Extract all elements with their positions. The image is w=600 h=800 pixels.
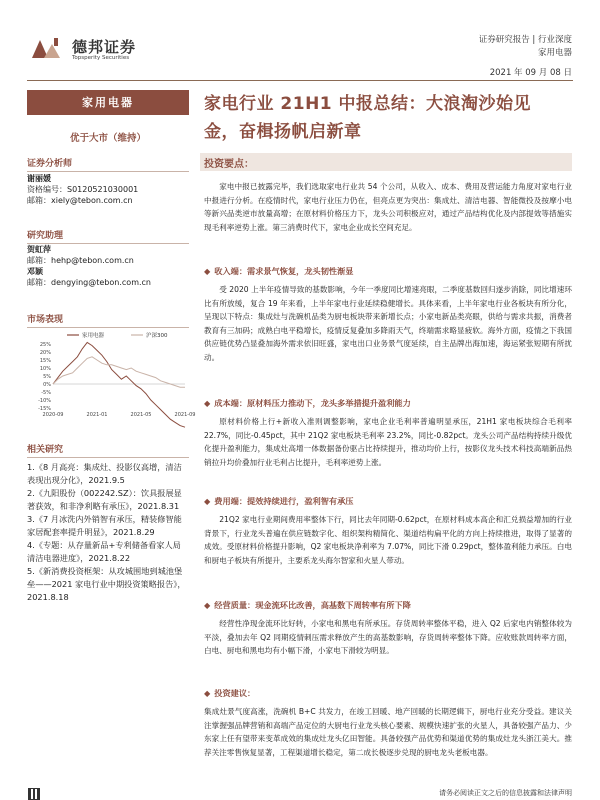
analyst-email[interactable]: 邮箱：xiely@tebon.com.cn	[27, 196, 133, 205]
diamond-icon: ◆	[204, 688, 211, 698]
y-tick-label: 10%	[39, 366, 51, 372]
x-tick-label: 2021-01	[86, 412, 108, 418]
section-heading-text: 收入端：需求景气恢复，龙头韧性渐显	[214, 266, 354, 276]
y-tick-label: 5%	[43, 374, 51, 380]
report-meta	[479, 34, 572, 60]
header-divider	[27, 80, 573, 81]
y-tick-label: 20%	[39, 350, 51, 356]
diamond-icon: ◆	[204, 398, 211, 408]
y-tick-label: -10%	[38, 398, 51, 404]
y-tick-label: 15%	[39, 358, 51, 364]
section-body: 21Q2 家电行业期间费用率整体下行，同比去年同期-0.62pct，在原材料成本高企和汇兑损益增加的行业背景下，行业龙头普遍在供应链数字化、组织架构精简化、渠道结构扁平化的方向上持续推进，取得了显著的成效。受原材料价格提升影响，Q2 家电板块净利率为 7.07%，同比下滑 0.29pct，整体盈利能力承压。白电和厨电子板块有所提升，主要系龙头海尔智家和火星人带动。	[204, 515, 572, 565]
y-tick-label: -15%	[38, 406, 51, 412]
legend-label: 家用电器	[82, 333, 105, 339]
x-tick-label: 2021-09	[174, 412, 196, 418]
brand-name-en: Topsperity Securities	[72, 55, 130, 61]
section-heading-text: 经营质量：现金流环比改善，高基数下周转率有所下降	[214, 600, 411, 610]
report-date: 2021 年 09 月 08 日	[489, 68, 572, 78]
section-heading	[204, 398, 572, 409]
key-points-header	[200, 153, 572, 171]
section-body: 经营性净现金流环比好转，小家电和黑电有所承压。存货周转率整体平稳，进入 Q2 后家电内销整体较为平淡，叠加去年 Q2 同期疫情刺压需求释放产生的高基数影响，存货周转率整体下降。应收账款周转率方面，白电、厨电和黑电均有小幅下滑，小家电下滑较为明显。	[204, 619, 572, 656]
y-tick-label: 25%	[39, 342, 51, 348]
section-heading-text: 投资建议：	[214, 688, 256, 698]
section-body: 原材料价格上行+新收入准则调整影响，家电企业毛利率普遍明显承压，21H1 家电板块综合毛利率 22.7%，同比-0.45pct，其中 21Q2 家电板块毛利率 23.2%，同比-0.82pct。龙头公司产品结构持续升级优化提升盈利能力，集成灶高增一体数据备份驱占比持续提升，推动均价上行，按影仪龙头技术科技高端新品热销拉升均价叠加行业毛利占比提升，毛利率逆势上涨。	[204, 417, 572, 467]
section-heading	[204, 688, 572, 699]
sector-label: 家用电器	[27, 90, 189, 115]
diamond-icon: ◆	[204, 496, 211, 506]
related-research-list	[27, 461, 189, 604]
y-tick-label: -5%	[41, 390, 51, 396]
brand-name: 德邦证券	[72, 38, 137, 56]
legend-label: 沪深300	[146, 333, 168, 339]
key-points-label: 投资要点：	[204, 159, 254, 170]
related-item[interactable]: 1.《8 月高亮：集成灶、投影仪高增，清洁表现出现分化》，2021.9.5	[27, 462, 182, 485]
section-heading	[204, 600, 572, 611]
analyst-cert: 资格编号：S0120521030001	[27, 185, 139, 194]
diamond-icon: ◆	[204, 266, 211, 276]
intro-paragraph: 家电中报已披露完毕，我们选取家电行业共 54 个公司，从收入、成本、费用及营运能力角度对家电行业中报进行分析。在疫情时代，家电行业压力仍在，但亮点更为突出：集成灶、清洁电器、智能微投及按摩小电等新兴品类逆市放量高增；在原材料价格压力下，龙头公司积极应对，通过产品结构优化及内部提效等措施实现毛利率逆势上涨。第三消费时代下，家电企业成长空间充足。	[204, 182, 572, 232]
assistant-email[interactable]: 邮箱：hehp@tebon.com.cn	[27, 256, 134, 265]
disclaimer: 请务必阅读正文之后的信息披露和法律声明	[439, 789, 572, 797]
market-heading: 市场表现	[27, 312, 189, 328]
related-item[interactable]: 5.《新消费投资框架：从攻城围地到城池堡垒——2021 家电行业中期投资策略报告》，2021.8.18	[27, 566, 186, 602]
y-tick-label: 0%	[43, 382, 51, 388]
assistant-email[interactable]: 邮箱：dengying@tebon.com.cn	[27, 278, 151, 287]
related-heading: 相关研究	[27, 442, 189, 458]
related-item[interactable]: 3.《7 月冰洗内外销智有承压，精装修智能家居配套率提升明显》，2021.8.29	[27, 514, 182, 537]
related-item[interactable]: 4.《专题：从存量新品+专利储备看家人局清洁电器进度》，2021.8.22	[27, 540, 181, 563]
section-heading	[204, 266, 572, 277]
assistant-heading: 研究助理	[27, 228, 189, 244]
section-heading-text: 费用端：提效持续进行，盈利智有承压	[214, 496, 354, 506]
analyst-name: 谢丽媛	[27, 174, 51, 183]
analyst-heading: 证券分析师	[27, 156, 189, 172]
report-title: 家电行业 21H1 中报总结：大浪淘沙始见金，奋楫扬帆启新章	[204, 94, 532, 142]
section-heading	[204, 496, 572, 507]
related-item[interactable]: 2.《九阳股份（002242.SZ）：饮具报展显著获效，和非净利略有承压》，2021.8.31	[27, 488, 182, 511]
report-type: 证券研究报告 | 行业深度	[478, 35, 572, 45]
x-tick-label: 2021-05	[130, 412, 152, 418]
diamond-icon: ◆	[204, 600, 211, 610]
assistant-block	[27, 244, 151, 288]
assistant-name: 贺虹萍	[27, 245, 51, 254]
x-tick-label: 2020-09	[42, 412, 64, 418]
qr-code-icon	[28, 788, 40, 800]
series-line	[53, 342, 185, 427]
assistant-name: 邓颖	[27, 267, 43, 276]
brand-logo-icon	[30, 36, 66, 60]
section-heading-text: 成本端：原材料压力推动下，龙头多举措提升盈利能力	[214, 398, 411, 408]
rating: 优于大市（维持）	[69, 133, 146, 144]
section-body: 受 2020 上半年疫情导致的基数影响，今年一季度同比增速亮眼，二季度基数回归遂步消除，同比增速环比有所放缓，复合 19 年来看，上半年家电行业延续稳健增长。具体来看，上半年家电行业各板块有所分化，呈现以下特点：集成灶与洗碗机品类为厨电板块带来新增长点；小家电新品类亮眼，供给与需求共振，消费者教育有三加码；成熟白电平稳增长，疫情反复叠加多降雨天气，终端需求略显疲软。海外方面，疫情之下我国供应链优势凸显叠加海外需求依旧旺盛，家电出口业务景气度延续，自主品牌出海加速，海运紧张短期有所扰动。	[204, 285, 572, 362]
market-performance-chart	[27, 330, 196, 422]
analyst-block	[27, 173, 138, 206]
report-industry: 家用电器	[537, 48, 572, 58]
section-body: 集成灶景气度高涨，洗碗机 B+C 共发力，在竣工回暖、地产回暖的长期逻辑下，厨电行业充分受益。建议关注掌握强品牌营销和高端产品定位的大厨电行业龙头核心要素、规模快速扩张的火星人，具备较强产品力、少东家上任有望带来变革成效的集成灶龙头亿田智能。具备较强产品优势和渠道优势的集成灶龙头浙江美大。推荐关注零售恢复显著，工程渠道增长稳定，第二成长极逐步兑现的厨电龙头老板电器。	[204, 707, 572, 757]
